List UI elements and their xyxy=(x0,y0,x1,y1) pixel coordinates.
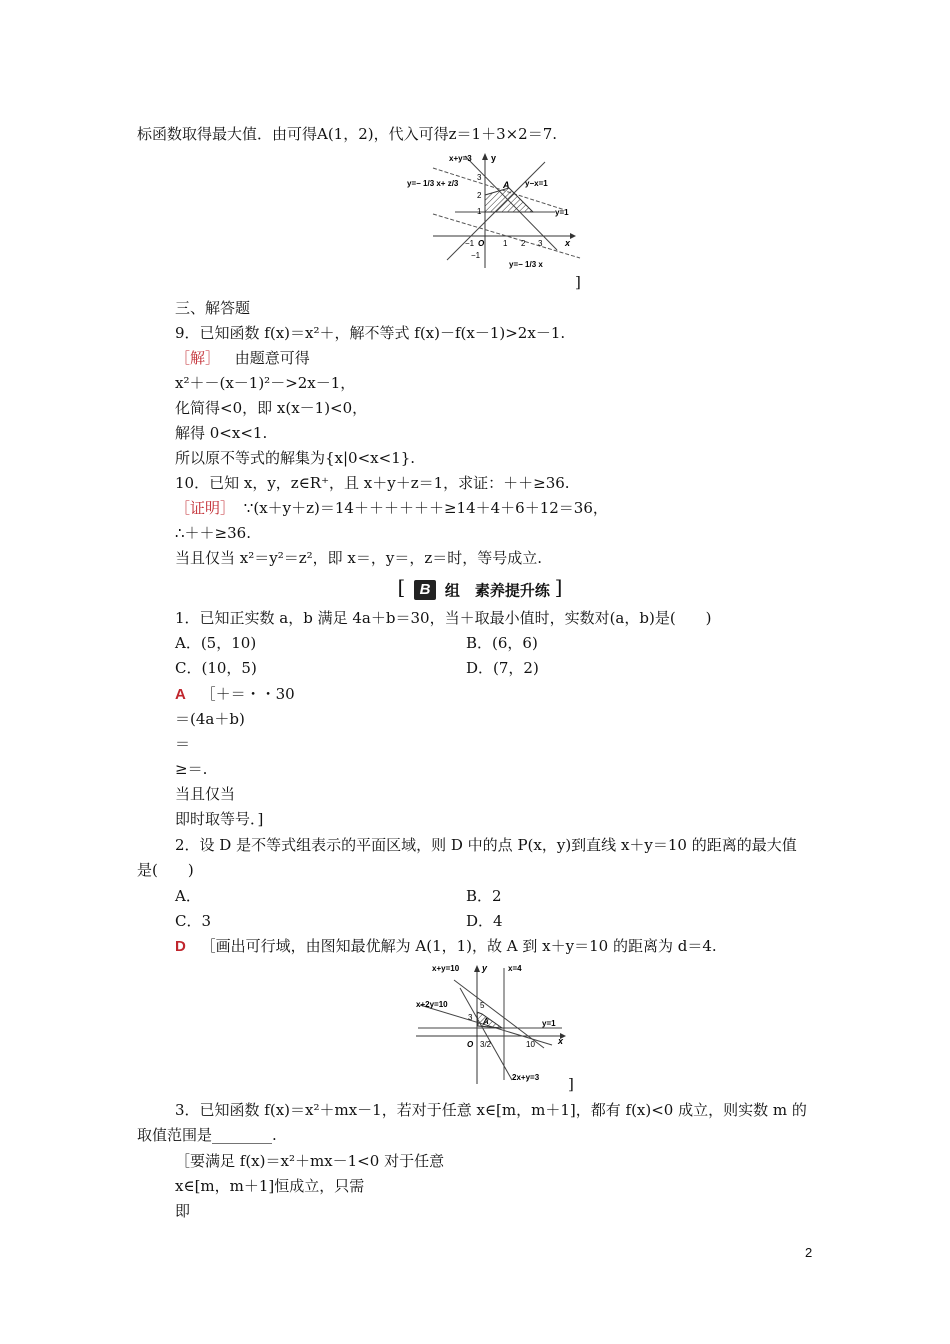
solution-line: ［＋＝・・30 xyxy=(200,685,295,703)
question-b3: 3．已知函数 f(x)＝x²＋mx－1，若对于任意 x∈[m，m＋1]，都有 f(x)<0 成立，则实数 m 的 xyxy=(175,1101,807,1119)
question-b1: 1．已知正实数 a，b 满足 4a＋b＝30，当＋取最小值时，实数对(a，b)是( ) xyxy=(175,609,712,627)
tick-y-3: 3 xyxy=(477,173,482,182)
figure-bracket-end: ] xyxy=(568,1075,574,1093)
solution-line: x∈[m，m＋1]恒成立，只需 xyxy=(175,1177,365,1195)
solution-line: ≥＝. xyxy=(175,760,208,778)
proof-line: ∵(x＋y＋z)＝14＋＋＋＋＋＋≥14＋4＋6＋12＝36， xyxy=(243,499,608,517)
label-base-line: y=− 1/3 x xyxy=(509,260,543,269)
solution-text-line: 标函数取得最大值．由可得A(1，2)，代入可得z＝1＋3×2＝7. xyxy=(137,125,558,143)
answer-line xyxy=(175,936,717,957)
label-y-minus-x-1: y−x=1 xyxy=(525,179,548,188)
solution-line: 即时取等号．] xyxy=(175,810,264,828)
label-origin: O xyxy=(467,1040,474,1049)
tick-x-2: 2 xyxy=(521,239,526,248)
option-b: B．2 xyxy=(466,887,502,905)
label-point-a: A xyxy=(483,1017,489,1026)
label-point-a: A xyxy=(503,180,510,190)
tick-x-1: 1 xyxy=(503,239,508,248)
answer-line xyxy=(175,684,295,705)
question-b2: 2．设 D 是不等式组表示的平面区域，则 D 中的点 P(x，y)到直线 x＋y＝10 的距离的最大值 xyxy=(175,836,797,854)
solution-line: ＝ xyxy=(175,735,191,753)
question-b3-continued: 取值范围是________. xyxy=(137,1126,277,1144)
tick-y-2: 2 xyxy=(477,191,482,200)
question-b2-continued: 是( ) xyxy=(137,861,194,879)
tick-y-neg1: −1 xyxy=(471,251,481,260)
solution-line: x²＋－(x－1)²－>2x－1， xyxy=(175,374,356,392)
label-x-plus-2y-10: x+2y=10 xyxy=(416,1000,448,1009)
solution-line: 即 xyxy=(175,1202,191,1220)
label-y-axis: y xyxy=(491,153,497,163)
solution-line: ［要满足 f(x)＝x²＋mx－1<0 对于任意 xyxy=(175,1152,445,1170)
proof-line: 当且仅当 x²＝y²＝z²，即 x＝，y＝，z＝时，等号成立. xyxy=(175,549,543,567)
feasible-region-figure-1 xyxy=(405,150,595,275)
section-title: 三、解答题 xyxy=(175,299,251,317)
option-c: C．3 xyxy=(175,912,212,930)
tick-x-3: 3 xyxy=(538,239,543,248)
question-10-proof xyxy=(175,498,608,518)
solution-line: 所以原不等式的解集为{x|0<x<1}. xyxy=(175,449,416,467)
solution-tag: ［解］ xyxy=(175,349,221,367)
option-d: D．4 xyxy=(466,912,503,930)
option-d: D．(7，2) xyxy=(466,659,539,677)
solution-line: ［画出可行域，由图知最优解为 A(1，1)，故 A 到 x＋y＝10 的距离为 d＝4. xyxy=(200,937,717,955)
question-9: 9．已知函数 f(x)＝x²＋，解不等式 f(x)－f(x－1)>2x－1. xyxy=(175,324,566,342)
label-2x-plus-y-3: 2x+y=3 xyxy=(512,1073,540,1082)
label-y-equals-1: y=1 xyxy=(542,1019,556,1028)
option-a: A． xyxy=(175,887,201,905)
label-x-axis: x xyxy=(558,1036,564,1046)
tick-x-10: 10 xyxy=(526,1040,535,1049)
question-10: 10．已知 x，y，z∈R⁺，且 x＋y＋z＝1，求证：＋＋≥36. xyxy=(175,474,570,492)
solution-line: 化简得<0，即 x(x－1)<0， xyxy=(175,399,368,417)
label-y-equals-1: y=1 xyxy=(555,208,569,217)
label-x-plus-y-10: x+y=10 xyxy=(432,964,460,973)
label-objective-line: y=− 1/3 x+ z/3 xyxy=(407,179,459,188)
solution-line: 由题意可得 xyxy=(234,349,310,367)
answer-letter: A xyxy=(175,686,186,703)
solution-line: 当且仅当 xyxy=(175,785,236,803)
feasible-region-figure-2 xyxy=(412,960,574,1090)
label-y-axis: y xyxy=(482,963,488,973)
answer-letter: D xyxy=(175,938,186,955)
solution-line: ＝(4a＋b) xyxy=(175,710,245,728)
proof-tag: ［证明］ xyxy=(175,499,236,517)
option-c: C．(10，5) xyxy=(175,659,257,677)
tick-x-neg1: −1 xyxy=(465,239,475,248)
header-bracket-left: [ xyxy=(397,575,406,599)
section-header-b xyxy=(380,575,580,601)
header-title: 组 素养提升练 xyxy=(444,582,550,600)
proof-line: ∴＋＋≥36. xyxy=(175,524,251,542)
option-a: A．(5，10) xyxy=(175,634,257,652)
page-number: 2 xyxy=(805,1245,813,1260)
label-origin: O xyxy=(478,239,485,248)
question-9-solution xyxy=(175,348,310,368)
tick-x-three-halves: 3/2 xyxy=(480,1040,492,1049)
label-x-axis: x xyxy=(565,238,571,248)
solution-line: 解得 0<x<1. xyxy=(175,424,268,442)
figure-bracket-end: ] xyxy=(575,273,581,291)
option-b: B．(6，6) xyxy=(466,634,538,652)
tick-y-5: 5 xyxy=(480,1001,485,1010)
header-bracket-right: ] xyxy=(554,575,563,599)
label-x-plus-y-3: x+y=3 xyxy=(449,154,472,163)
tick-y-1: 1 xyxy=(477,207,482,216)
label-x-equals-4: x=4 xyxy=(508,964,522,973)
group-b-badge: B xyxy=(414,580,436,600)
tick-y-3: 3 xyxy=(468,1013,473,1022)
